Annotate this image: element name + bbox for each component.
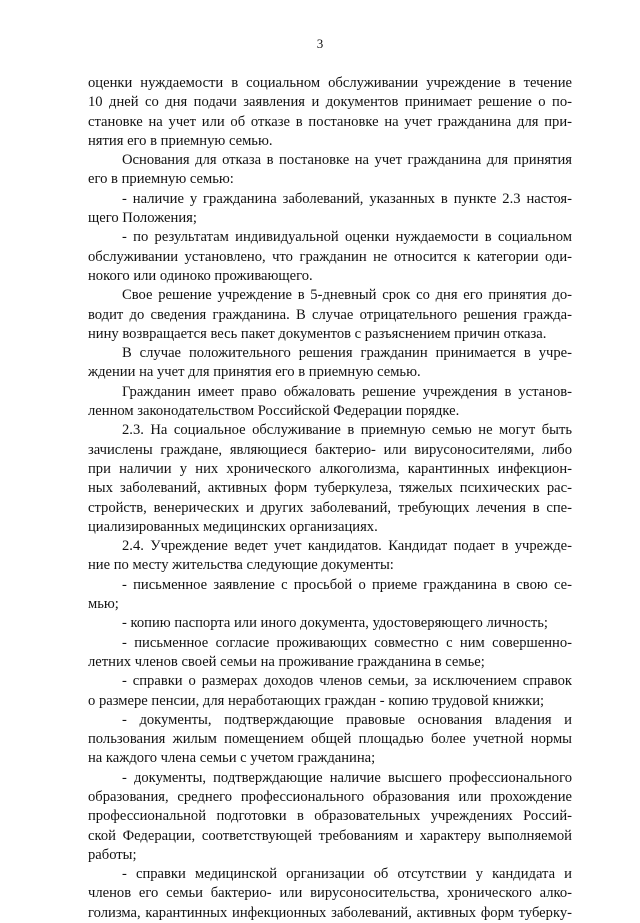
- text-line: его в приемную семью:: [88, 171, 234, 188]
- text-line: ние по месту жительства следующие документы:: [88, 557, 394, 574]
- text-line: щего Положения;: [88, 210, 197, 227]
- text-line: 10 дней со дня подачи заявления и документов принимает решение о по-: [88, 94, 572, 111]
- text-line: при наличии у них хронического алкоголизма, карантинных инфекцион-: [88, 460, 572, 477]
- text-line: - письменное заявление с просьбой о приеме гражданина в свою се-: [122, 576, 572, 593]
- text-line: зачислены граждане, являющиеся бактерио- или вирусоносителями, либо: [88, 441, 572, 458]
- document-body: [88, 74, 572, 923]
- text-line: работы;: [88, 846, 137, 863]
- text-line: - справки о размерах доходов членов семьи, за исключением справок: [122, 673, 572, 690]
- text-line: ждении на учет для принятия его в приемную семью.: [88, 364, 421, 381]
- text-line: 2.4. Учреждение ведет учет кандидатов. Кандидат подает в учрежде-: [122, 538, 572, 555]
- text-line: пользования жилым помещением общей площадью более учетной нормы: [88, 731, 572, 748]
- text-line: летних членов своей семьи на проживание гражданина в семье;: [88, 653, 485, 670]
- text-line: - по результатам индивидуальной оценки нуждаемости в социальном: [122, 229, 572, 246]
- text-line: циализированных медицинских организациях.: [88, 518, 378, 535]
- text-line: становке на учет или об отказе в постановке на учет гражданина для при-: [88, 113, 572, 130]
- text-line: водит до сведения гражданина. В случае отрицательного решения гражда-: [88, 306, 572, 323]
- text-line: Свое решение учреждение в 5-дневный срок со дня его принятия до-: [122, 287, 572, 304]
- text-line: профессиональной подготовки в образовательных учреждениях Россий-: [88, 808, 572, 825]
- text-line: - копию паспорта или иного документа, удостоверяющего личность;: [122, 615, 548, 632]
- text-line: - наличие у гражданина заболеваний, указанных в пункте 2.3 настоя-: [122, 190, 572, 207]
- text-line: ных заболеваний, активных форм туберкулеза, тяжелых психических рас-: [88, 480, 572, 497]
- text-line: о размере пенсии, для неработающих граждан - копию трудовой книжки;: [88, 692, 545, 709]
- text-line: Гражданин имеет право обжаловать решение учреждения в установ-: [122, 383, 572, 400]
- text-line: на каждого члена семьи с учетом гражданина;: [88, 750, 376, 767]
- text-line: мью;: [88, 596, 119, 613]
- text-line: ленном законодательством Российской Федерации порядке.: [88, 403, 460, 420]
- text-line: членов его семьи бактерио- или вирусоносительства, хронического алко-: [88, 885, 572, 902]
- text-line: - документы, подтверждающие правовые основания владения и: [122, 711, 572, 728]
- text-line: стройств, венерических и других заболеваний, требующих лечения в спе-: [88, 499, 572, 516]
- text-line: нятия его в приемную семью.: [88, 132, 273, 149]
- text-line: Основания для отказа в постановке на учет гражданина для принятия: [122, 152, 572, 169]
- text-line: ской Федерации, соответствующей требованиям и характеру выполняемой: [88, 827, 572, 844]
- text-line: 2.3. На социальное обслуживание в приемную семью не могут быть: [122, 422, 572, 439]
- text-line: обслуживании установлено, что гражданин не относится к категории оди-: [88, 248, 572, 265]
- text-line: образования, среднего профессионального образования или прохождение: [88, 788, 572, 805]
- text-line: нокого или одиноко проживающего.: [88, 267, 313, 284]
- text-line: - документы, подтверждающие наличие высшего профессионального: [122, 769, 572, 786]
- text-line: нину возвращается весь пакет документов с разъяснением причин отказа.: [88, 325, 547, 342]
- text-line: - письменное согласие проживающих совместно с ним совершенно-: [122, 634, 572, 651]
- text-line: В случае положительного решения гражданин принимается в учре-: [122, 345, 572, 362]
- text-line: голизма, карантинных инфекционных заболеваний, активных форм туберку-: [88, 904, 572, 921]
- text-line: оценки нуждаемости в социальном обслуживании учреждение в течение: [88, 75, 572, 91]
- page-number: 3: [316, 36, 324, 51]
- text-line: - справки медицинской организации об отсутствии у кандидата и: [122, 866, 572, 883]
